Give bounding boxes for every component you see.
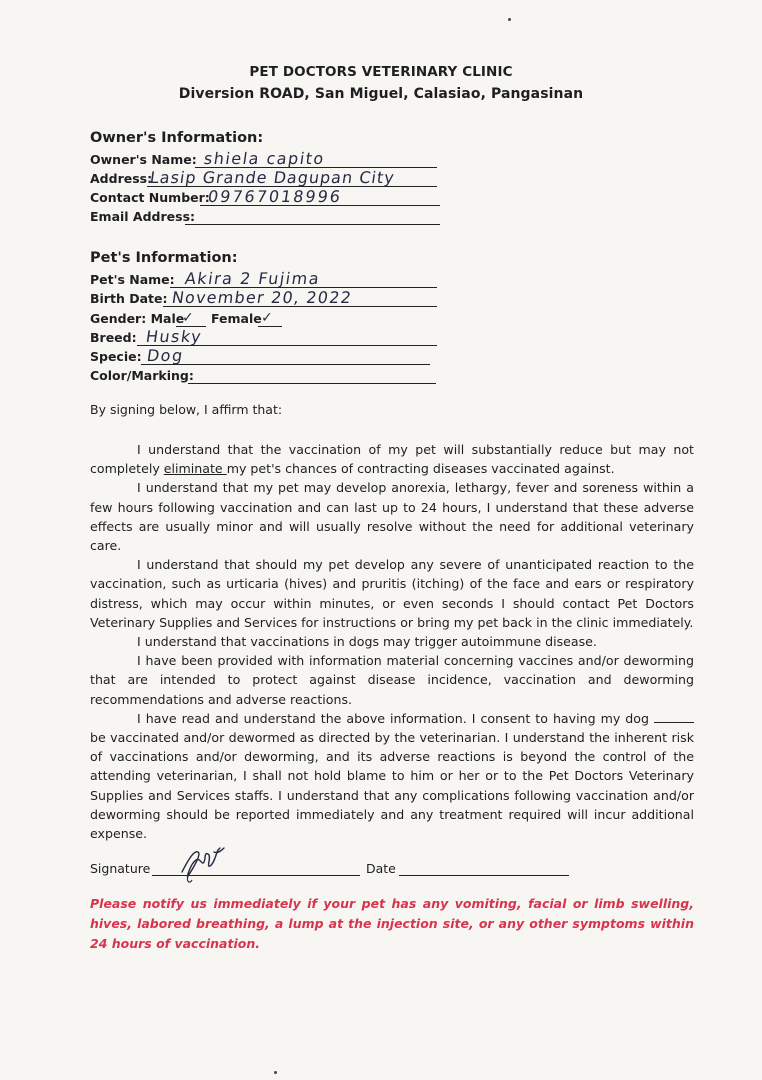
gender-female-checkmark[interactable]: ✓ xyxy=(261,310,273,326)
pet-section-title: Pet's Information: xyxy=(90,250,238,266)
clinic-address: Diversion ROAD, San Miguel, Calasiao, Pangasinan xyxy=(178,86,584,102)
signature-scribble xyxy=(174,842,244,884)
owner-section-title: Owner's Information: xyxy=(90,130,264,146)
pet-color-field[interactable] xyxy=(90,365,440,384)
consent-paragraph: I understand that vaccinations in dogs may trigger autoimmune disease. xyxy=(137,634,597,650)
pet-specie-label: Specie: xyxy=(90,349,142,364)
date-label: Date xyxy=(366,861,396,876)
pet-breed-value: Husky xyxy=(144,327,204,346)
pet-birthdate-value: November 20, 2022 xyxy=(170,288,354,307)
pet-color-label: Color/Marking: xyxy=(90,368,194,383)
gender-female-label: Female xyxy=(211,311,262,326)
pet-name-field[interactable] xyxy=(90,269,440,288)
pet-specie-value: Dog xyxy=(145,346,186,365)
pet-breed-field[interactable] xyxy=(90,327,440,346)
owner-contact-label: Contact Number: xyxy=(90,190,210,205)
consent-paragraph: I have read and understand the above information. I consent to having my dog be vaccinated and/or dewormed as directed by the veterinarian. I understand the inherent risk of vaccinations and/or deworming, and its adverse reactions is beyond the control of the attending veterinarian, I shall not hold blame to him or her or to the Pet Doctors Veterinary Supplies and Services staffs. I understand that any complications following vaccination and/or deworming should be reported immediately and any treatment required will incur additional expense. xyxy=(90,710,694,842)
consent-paragraph: I have been provided with information material concerning vaccines and/or deworming that are intended to protect against disease incidence, vaccination and deworming recommendations and adverse reactions. xyxy=(90,653,694,707)
owner-contact-field[interactable] xyxy=(90,187,440,206)
gender-male-checkmark[interactable]: ✓ xyxy=(182,310,194,326)
pet-breed-label: Breed: xyxy=(90,330,137,345)
affirm-intro: By signing below, I affirm that: xyxy=(90,402,283,417)
dog-name-blank[interactable] xyxy=(654,710,694,723)
pet-gender-field[interactable] xyxy=(90,308,310,327)
owner-name-value: shiela capito xyxy=(202,149,327,168)
owner-address-field[interactable] xyxy=(90,168,440,187)
scan-speck xyxy=(274,1071,277,1074)
pet-gender-label: Gender: Male xyxy=(90,311,185,326)
pet-color-line xyxy=(188,383,436,384)
pet-birthdate-field[interactable] xyxy=(90,288,440,307)
signature-label: Signature xyxy=(90,861,151,876)
pet-name-value: Akira 2 Fujima xyxy=(183,269,322,288)
consent-paragraph: I understand that my pet may develop anorexia, lethargy, fever and soreness within a few hours following vaccination and can last up to 24 hours, I understand that these adverse effects are usually minor and will usually resolve without the need for additional veterinary care. xyxy=(90,480,694,554)
owner-name-label: Owner's Name: xyxy=(90,152,197,167)
owner-address-value: Lasip Grande Dagupan City xyxy=(148,168,397,187)
pet-birthdate-label: Birth Date: xyxy=(90,291,168,306)
consent-paragraph: I understand that the vaccination of my pet will substantially reduce but may not completely eliminate my pet's chances of contracting diseases vaccinated against. xyxy=(90,442,694,477)
eliminate-underlined: eliminate xyxy=(163,461,227,477)
scan-speck xyxy=(508,18,511,21)
consent-paragraph: I understand that should my pet develop any severe of unanticipated reaction to the vaccination, such as urticaria (hives) and pruritis (itching) of the face and ears or respiratory distress, which may occur within minutes, or even seconds I should contact Pet Doctors Veterinary Supplies and Services for instructions or bring my pet back in the clinic immediately. xyxy=(90,557,694,630)
owner-email-label: Email Address: xyxy=(90,209,196,224)
symptoms-notice: Please notify us immediately if your pet has any vomiting, facial or limb swelling, hives, labored breathing, a lump at the injection site, or any other symptoms within 24 hours of vaccination. xyxy=(90,896,694,951)
owner-name-field[interactable] xyxy=(90,149,440,168)
clinic-name: PET DOCTORS VETERINARY CLINIC xyxy=(249,64,513,80)
owner-email-line xyxy=(185,224,440,225)
pet-name-label: Pet's Name: xyxy=(90,272,175,287)
owner-address-label: Address: xyxy=(90,171,153,186)
date-line[interactable] xyxy=(399,875,569,876)
owner-contact-value: 09767018996 xyxy=(206,187,344,206)
pet-specie-field[interactable] xyxy=(90,346,440,365)
signature-row xyxy=(90,856,590,878)
consent-body xyxy=(90,440,694,843)
owner-email-field[interactable] xyxy=(90,206,440,225)
